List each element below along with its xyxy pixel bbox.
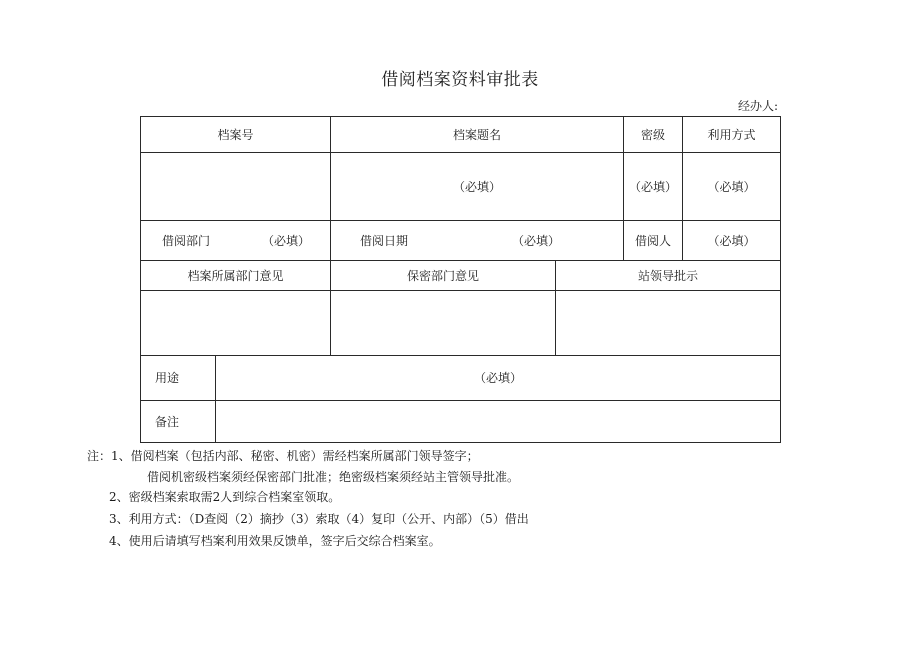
note-line-1 (87, 448, 479, 464)
file-no-field (141, 153, 331, 221)
header-station-leader-instruction: 站领导批示 (556, 261, 781, 291)
header-file-no: 档案号 (141, 117, 331, 153)
note-text: 1、借阅档案（包括内部、秘密、机密）需经档案所属部门领导签字； (111, 449, 479, 463)
note-line-4: 3、利用方式：（D查阅（2）摘抄（3）索取（4）复印（公开、内部）（5）借出 (109, 512, 529, 526)
usage-mode-field: （必填） (683, 153, 781, 221)
purpose-field: （必填） (216, 356, 781, 401)
header-usage-mode: 利用方式 (683, 117, 781, 153)
form-title: 借阅档案资料审批表 (381, 70, 539, 90)
borrowing-dept-value: （必填） (262, 233, 311, 248)
purpose-label: 用途 (141, 356, 216, 401)
header-security-dept-opinion: 保密部门意见 (331, 261, 556, 291)
archive-dept-opinion-field (141, 291, 331, 356)
security-dept-opinion-field (331, 291, 556, 356)
note-prefix: 注： (87, 449, 112, 463)
station-leader-instruction-field (556, 291, 781, 356)
header-file-title: 档案题名 (331, 117, 624, 153)
remarks-field (216, 401, 781, 443)
note-line-2: 借阅机密级档案须经保密部门批准；绝密级档案须经站主管领导批准。 (147, 470, 520, 484)
borrowing-date-label: 借阅日期 (360, 233, 409, 248)
borrowing-date-value: （必填） (512, 233, 561, 248)
header-security-level: 密级 (624, 117, 683, 153)
borrowing-dept-cell (141, 221, 331, 261)
borrowing-dept-label: 借阅部门 (162, 233, 211, 248)
handler-label: 经办人: (738, 99, 779, 113)
security-level-field: （必填） (624, 153, 683, 221)
file-title-field: （必填） (331, 153, 624, 221)
borrower-label: 借阅人 (624, 221, 683, 261)
note-line-5: 4、使用后请填写档案利用效果反馈单，签字后交综合档案室。 (109, 534, 441, 548)
approval-table (140, 116, 781, 443)
note-line-3: 2、密级档案索取需2人到综合档案室领取。 (109, 490, 341, 504)
borrower-value: （必填） (683, 221, 781, 261)
remarks-label: 备注 (141, 401, 216, 443)
borrowing-date-cell (331, 221, 624, 261)
header-archive-dept-opinion: 档案所属部门意见 (141, 261, 331, 291)
